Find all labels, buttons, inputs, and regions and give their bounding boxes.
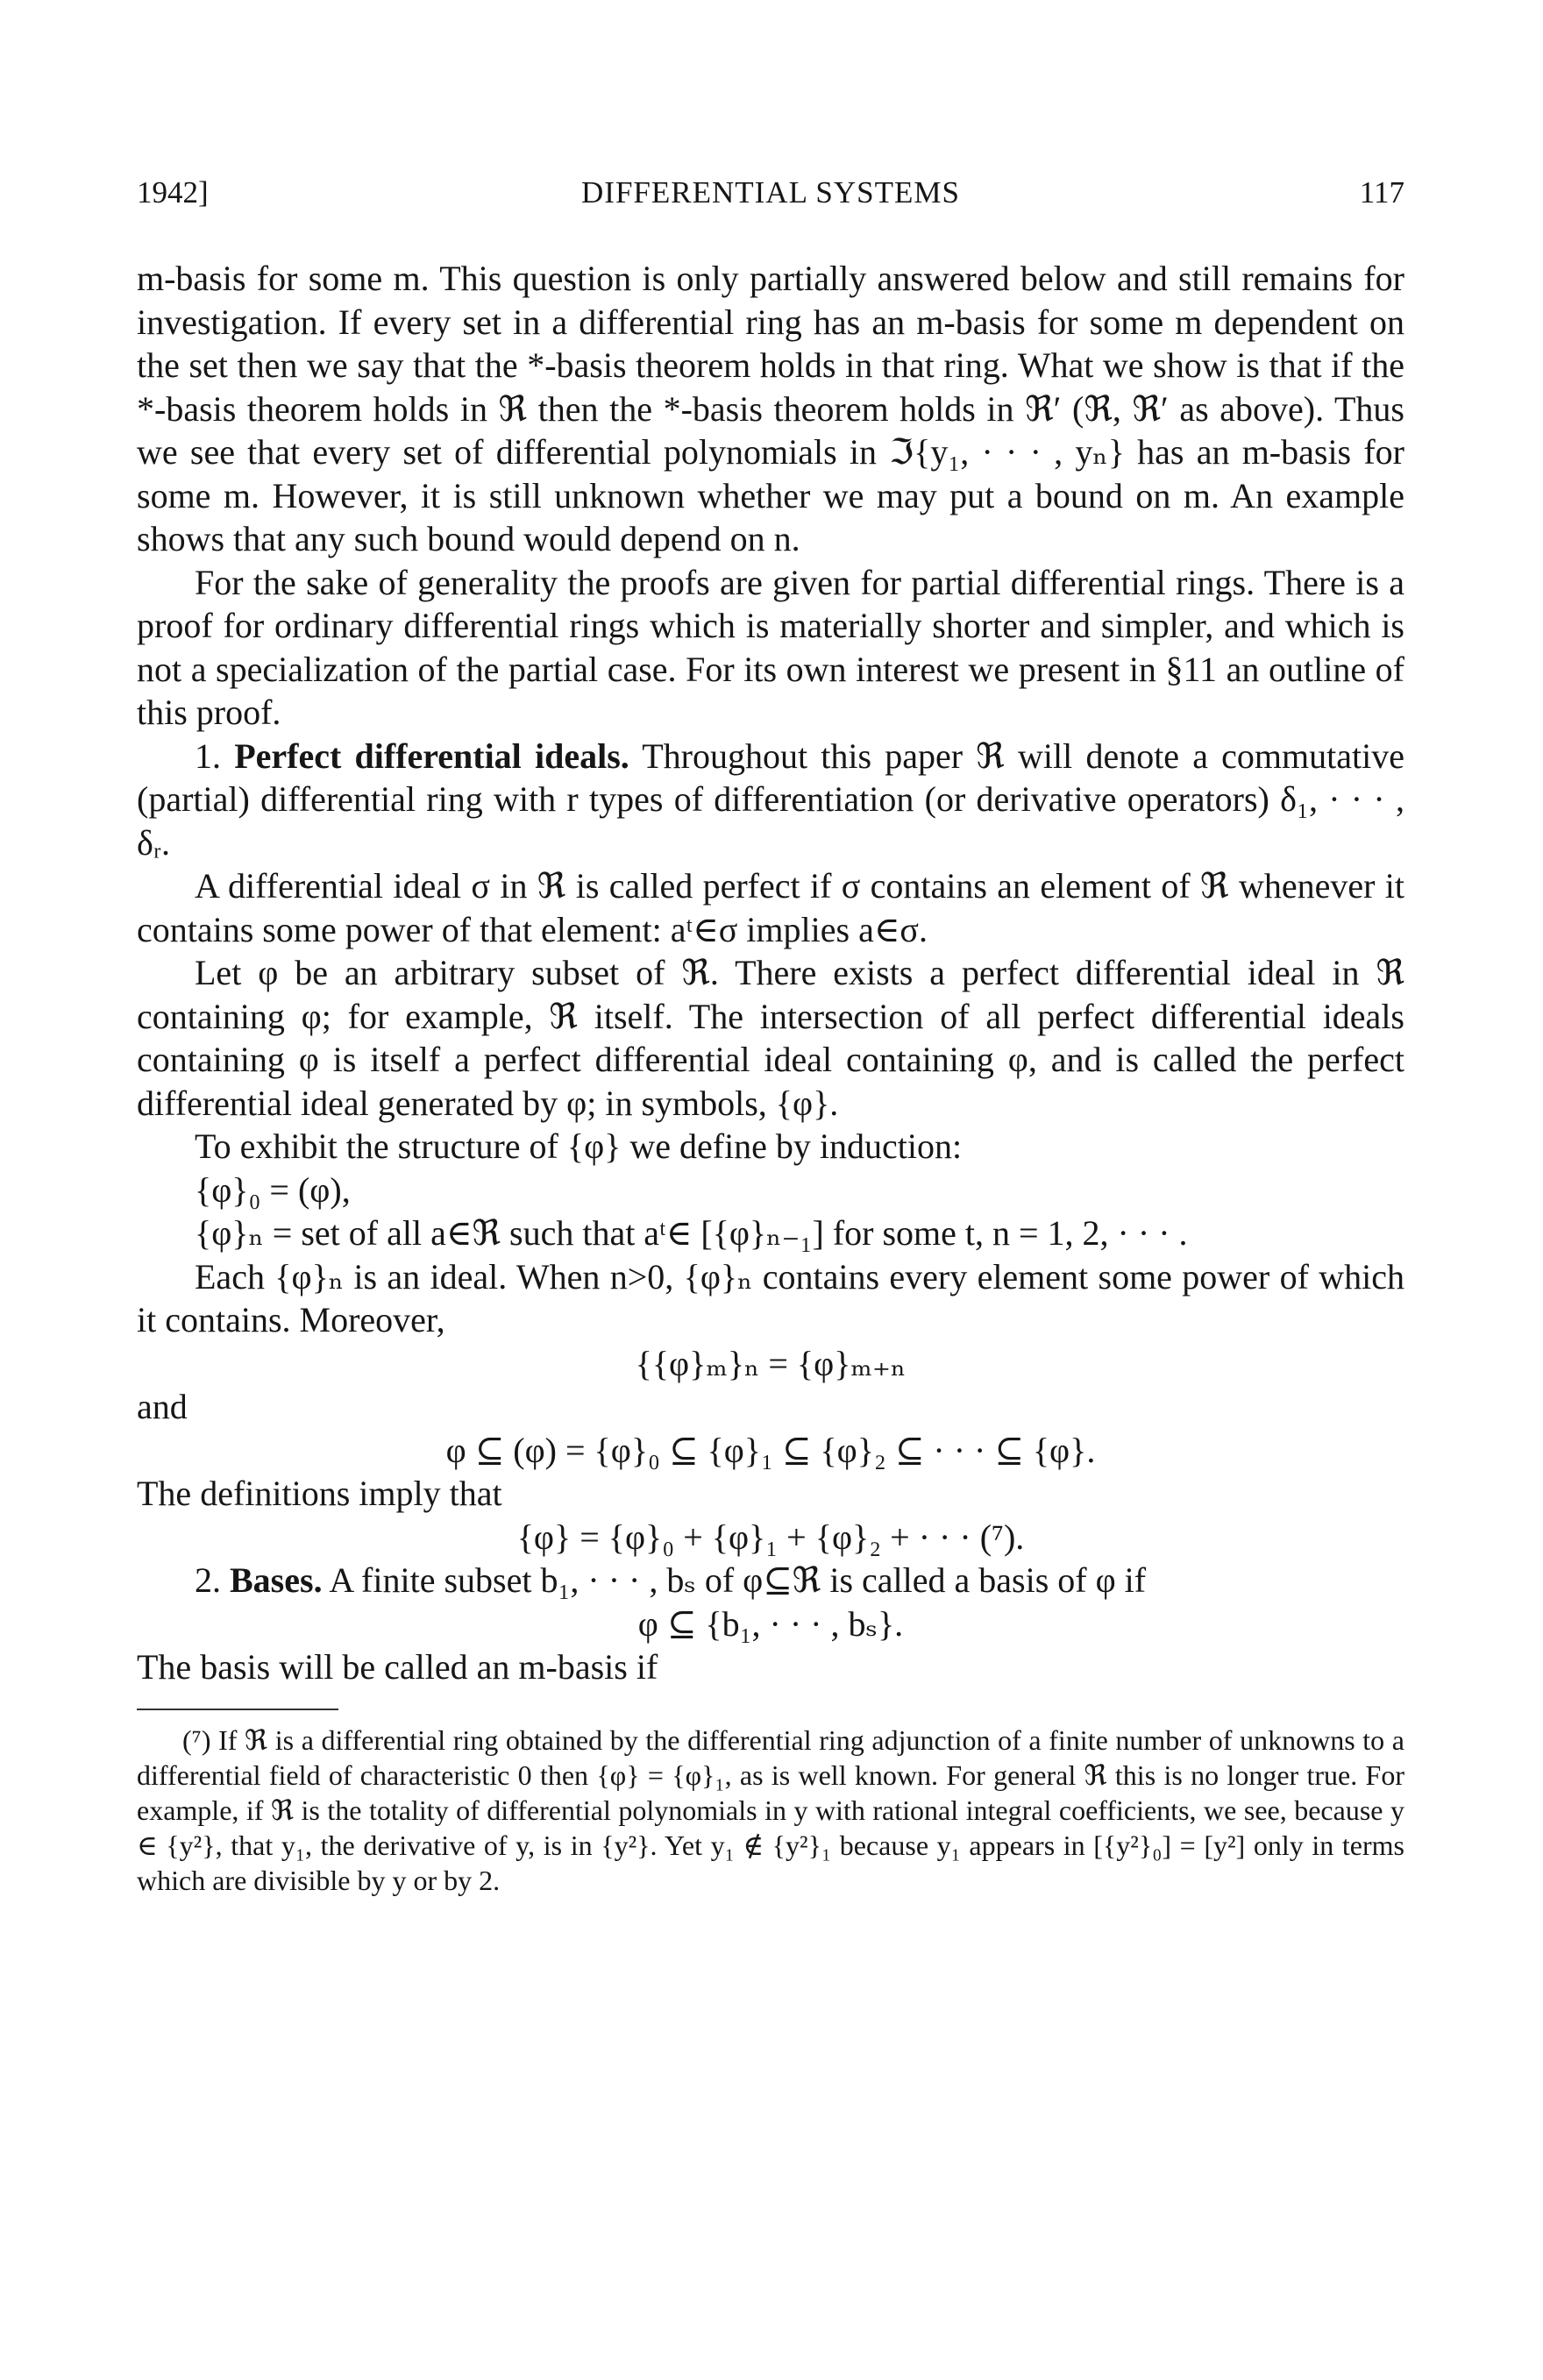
equation-composition: {{φ}ₘ}ₙ = {φ}ₘ₊ₙ: [635, 1343, 907, 1383]
page-body: [137, 257, 1404, 1898]
paragraph-perfect-definition: A differential ideal σ in ℜ is called perfect if σ contains an element of ℜ whenever it contains some power of that element: aᵗ∈σ implies a∈σ.: [137, 866, 1404, 949]
running-header: [137, 175, 1404, 219]
paragraph-definitions-imply: The definitions imply that: [137, 1474, 502, 1513]
section-2-paragraph: [137, 1559, 1404, 1602]
paragraph-generality: For the sake of generality the proofs are given for partial differential rings. There is a proof for ordinary differential rings which is materially shorter and simpler, and which is not a specialization of the partial case. For its own interest we present in §11 an outline of this proof.: [137, 562, 1404, 732]
equation-basis: φ ⊆ {b₁, · · · , bₛ}.: [637, 1603, 904, 1644]
section-1-number: 1.: [195, 735, 221, 776]
footnote-7: (⁷) If ℜ is a differential ring obtained by the differential ring adjunction of a finite number of unknowns to a differential field of characteristic 0 then {φ} = {φ}₁, as is well known. For general ℜ this is no longer true. For example, if ℜ is the totality of differential polynomials in y with rational integral coefficients, we see, because y ∈ {y²}, that y₁, the derivative of y, is in {y²}. Yet y₁ ∉ {y²}₁ because y₁ appears in [{y²}₀] = [y²] only in terms which are divisible by y or by 2.: [137, 1723, 1404, 1896]
page-number: 117: [1359, 175, 1404, 210]
paragraph-m-basis: The basis will be called an m-basis if: [137, 1647, 658, 1687]
section-1-heading: Perfect differential ideals.: [234, 735, 629, 776]
section-2-number: 2.: [195, 1560, 221, 1600]
header-title: DIFFERENTIAL SYSTEMS: [581, 175, 960, 210]
paragraph-structure: To exhibit the structure of {φ} we define by induction:: [195, 1126, 963, 1166]
equation-sum: {φ} = {φ}₀ + {φ}₁ + {φ}₂ + · · · (⁷).: [516, 1517, 1025, 1557]
section-2-heading: Bases.: [230, 1560, 323, 1600]
paragraph-each-ideal: Each {φ}ₙ is an ideal. When n>0, {φ}ₙ contains every element some power of which it contains. Moreover,: [137, 1256, 1404, 1339]
equation-chain: φ ⊆ (φ) = {φ}₀ ⊆ {φ}₁ ⊆ {φ}₂ ⊆ · · · ⊆ {φ}.: [445, 1430, 1096, 1470]
section-2-text: A finite subset b₁, · · · , bₛ of φ⊆ℜ is called a basis of φ if: [329, 1560, 1147, 1600]
paragraph-arbitrary-subset: Let φ be an arbitrary subset of ℜ. There exists a perfect differential ideal in ℜ containing φ; for example, ℜ itself. The intersection of all perfect differential ideals containing φ is itself a perfect differential ideal containing φ, and is called the perfect differential ideal generated by φ; in symbols, {φ}.: [137, 953, 1404, 1123]
paragraph-intro: m-basis for some m. This question is only partially answered below and still remains for investigation. If every set in a differential ring has an m-basis for some m dependent on the set then we say that the *-basis theorem holds in that ring. What we show is that if the *-basis theorem holds in ℜ then the *-basis theorem holds in ℜ′ (ℜ, ℜ′ as above). Thus we see that every set of differential polynomials in ℑ{y₁, · · · , yₙ} has an m-basis for some m. However, it is still unknown whether we may put a bound on m. An example shows that any such bound would depend on n.: [137, 259, 1404, 558]
header-year: 1942]: [137, 175, 209, 210]
connective-and: and: [137, 1387, 188, 1426]
definition-base-case: {φ}₀ = (φ),: [195, 1169, 351, 1210]
section-1-text: Throughout this paper ℜ will denote a commutative (partial) differential ring with r types of differentiation (or derivative operators) δ₁, · · · , δᵣ.: [137, 735, 1405, 863]
section-1-paragraph: [137, 735, 1404, 865]
definition-inductive-case: {φ}ₙ = set of all a∈ℜ such that aᵗ∈ [{φ}ₙ₋₁] for some t, n = 1, 2, · · · .: [195, 1213, 1188, 1253]
footnote-rule: [137, 1709, 338, 1710]
